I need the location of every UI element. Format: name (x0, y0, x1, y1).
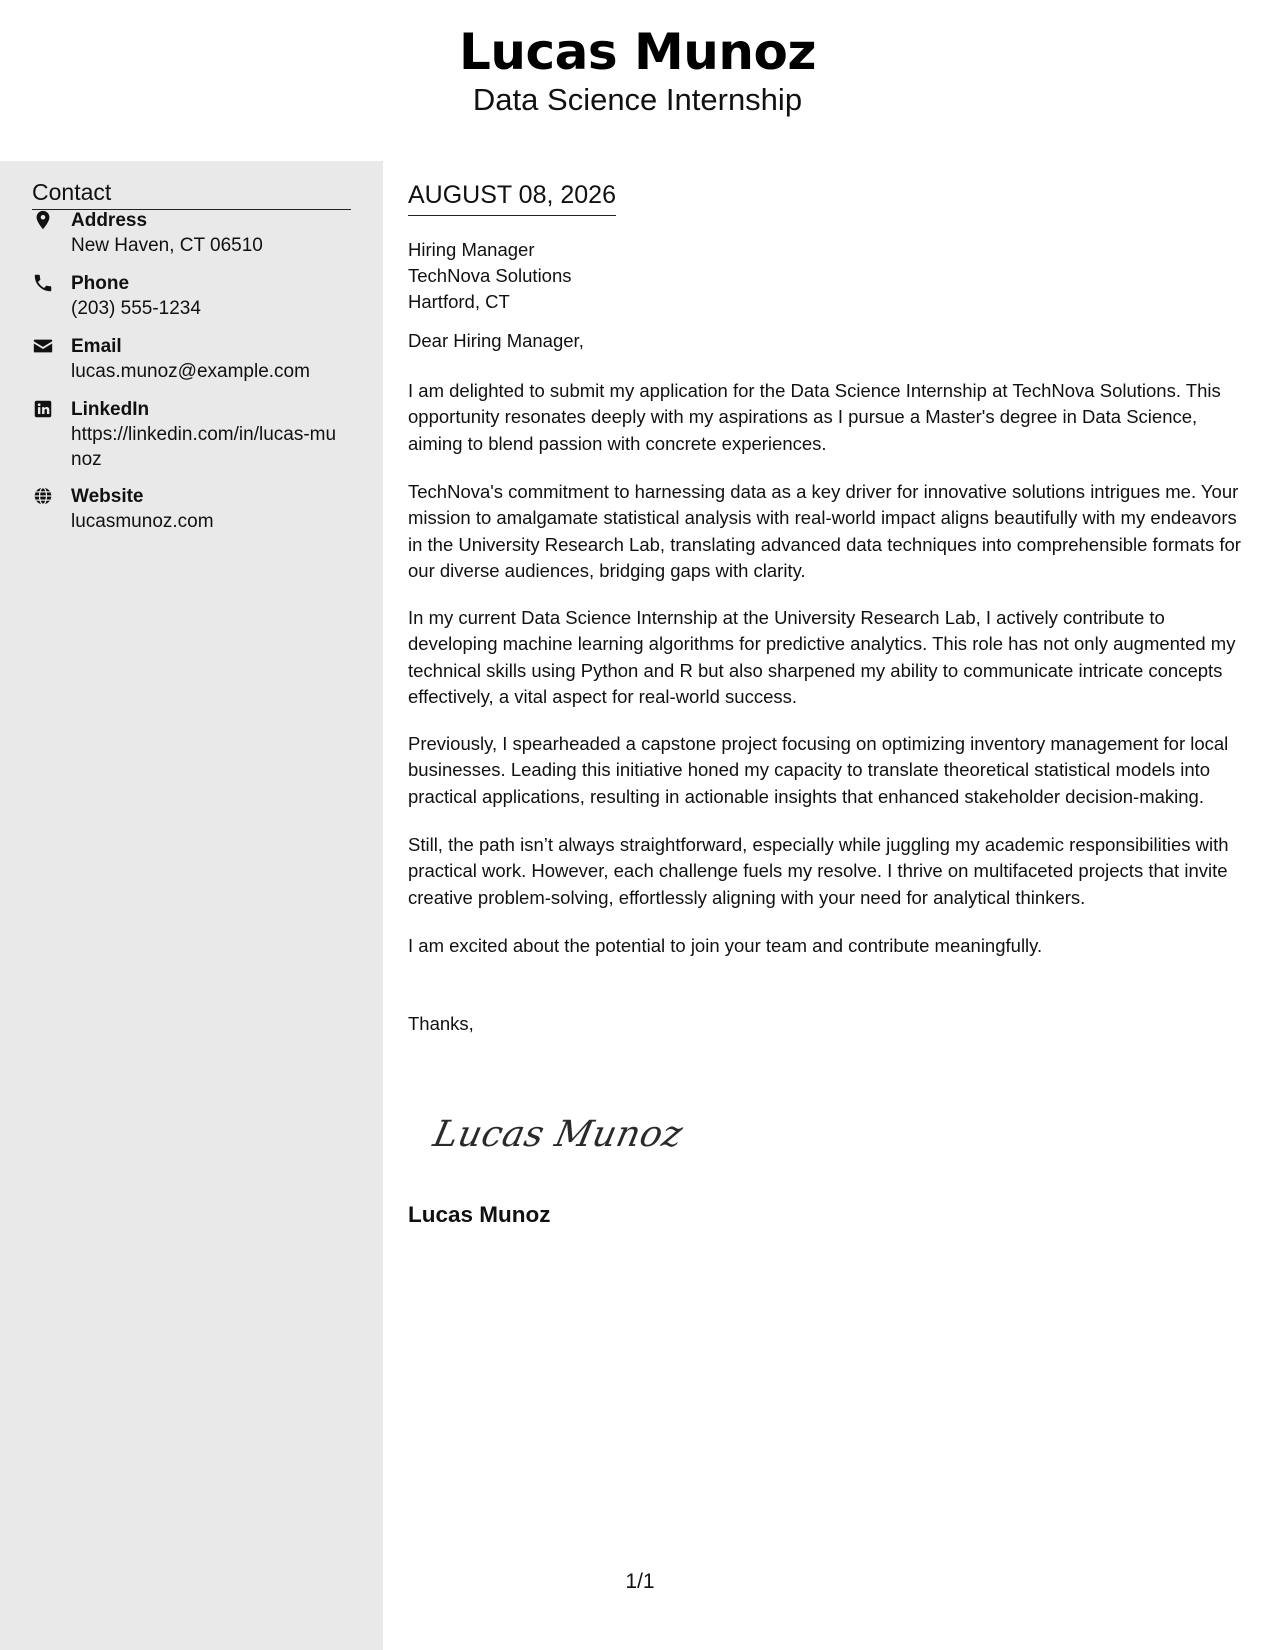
recipient-block (408, 237, 572, 315)
handwritten-signature: Lucas Munoz (429, 1114, 687, 1155)
map-pin-icon (32, 209, 54, 231)
signer-name: Lucas Munoz (408, 1202, 551, 1227)
contact-label: Website (71, 486, 144, 507)
letter-paragraph: Previously, I spearheaded a capstone project focusing on optimizing inventory management for local businesses. Leading this initiative honed my capacity to translate theoretical statistical models into practical applications, resulting in actionable insights that enhanced stakeholder decision-making. (408, 733, 1229, 807)
page-number: 1/1 (625, 1570, 655, 1593)
closing: Thanks, (408, 1013, 474, 1034)
candidate-name: Lucas Munoz (459, 23, 816, 81)
contact-value: New Haven, CT 06510 (71, 235, 263, 256)
contact-label: Address (71, 210, 148, 231)
page-header (0, 0, 1275, 161)
salutation: Dear Hiring Manager, (408, 330, 584, 351)
contact-label: Phone (71, 273, 130, 294)
recipient-line: Hiring Manager (408, 239, 535, 260)
letter-paragraph: Still, the path isn’t always straightforward, especially while juggling my academic responsibilities with practical work. However, each challenge fuels my resolve. I thrive on multifaceted projects that invite creative problem-solving, effortlessly aligning with your need for analytical thinkers. (408, 834, 1229, 908)
globe-icon (32, 485, 54, 507)
contact-value: lucas.munoz@example.com (71, 361, 310, 382)
contact-value: https://linkedin.com/in/lucas-munoz (71, 424, 337, 470)
linkedin-icon (32, 398, 54, 420)
contact-value: (203) 555-1234 (71, 298, 201, 319)
recipient-line: Hartford, CT (408, 291, 510, 312)
job-title: Data Science Internship (472, 82, 803, 117)
letter-date: AUGUST 08, 2026 (408, 179, 616, 216)
recipient-line: TechNova Solutions (408, 265, 572, 286)
contact-heading: Contact (32, 176, 351, 210)
letter-paragraph: In my current Data Science Internship at the University Research Lab, I actively contribute to developing machine learning algorithms for predictive analytics. This role has not only augmented my technical skills using Python and R but also sharpened my ability to communicate intricate concepts effectively, a vital aspect for real-world success. (408, 607, 1236, 707)
letter-paragraph: I am delighted to submit my application for the Data Science Internship at TechNova Solutions. This opportunity resonates deeply with my aspirations as I pursue a Master's degree in Data Science, aiming to blend passion with concrete experiences. (408, 380, 1221, 454)
contact-label: LinkedIn (71, 399, 150, 420)
contact-label: Email (71, 336, 122, 357)
contact-value: lucasmunoz.com (71, 511, 214, 532)
contact-sidebar (0, 161, 383, 1650)
phone-icon (32, 272, 54, 294)
envelope-icon (32, 335, 54, 357)
letter-paragraph: TechNova's commitment to harnessing data as a key driver for innovative solutions intrigues me. Your mission to amalgamate statistical analysis with real-world impact aligns beautifully with my endeavors in the University Research Lab, translating advanced data techniques into comprehensible formats for our diverse audiences, bridging gaps with clarity. (408, 481, 1241, 581)
letter-paragraph: I am excited about the potential to join your team and contribute meaningfully. (408, 935, 1043, 956)
